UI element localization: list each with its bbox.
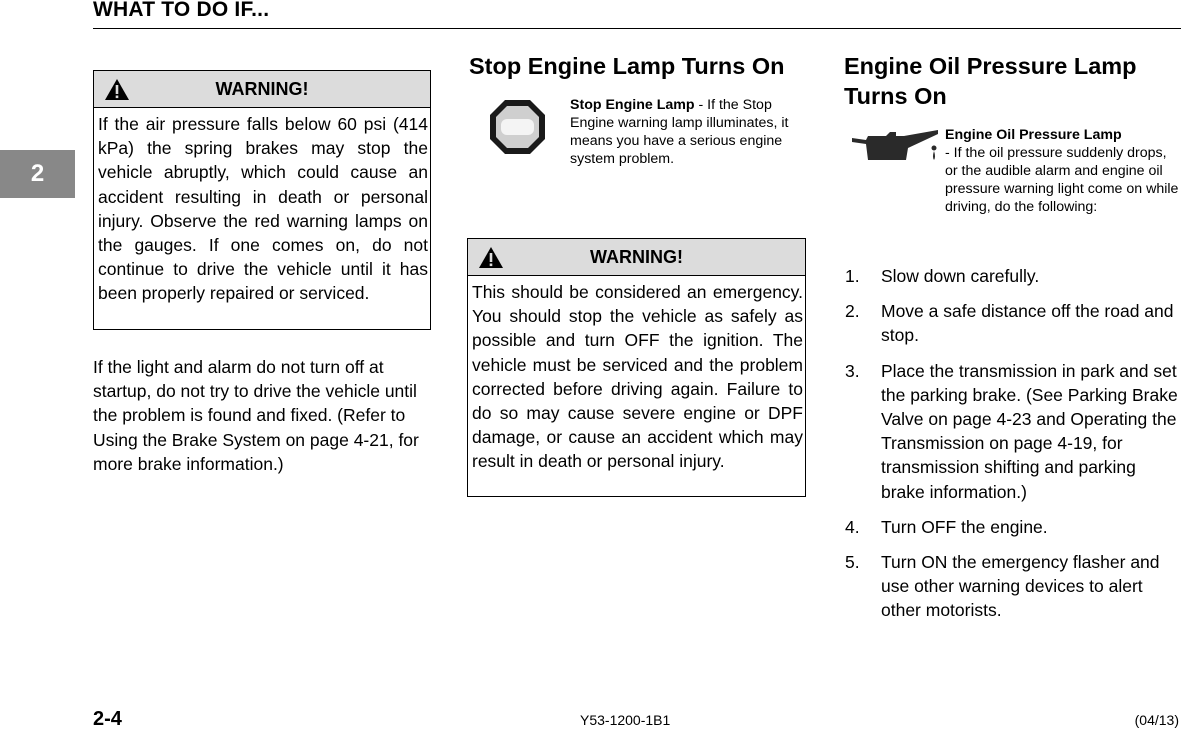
revision-date: (04/13) <box>1134 712 1179 728</box>
list-item <box>845 264 1181 288</box>
warning-heading: WARNING! <box>590 246 683 267</box>
chapter-tab: 2 <box>0 150 75 198</box>
step-number: 3. <box>845 360 860 381</box>
step-text: Move a safe distance off the road and stop. <box>881 301 1174 346</box>
stop-engine-lamp-icon <box>489 99 546 155</box>
warning-triangle-icon <box>478 246 504 269</box>
list-item <box>845 550 1181 623</box>
startup-paragraph: If the light and alarm do not turn off at startup, do not try to drive the vehicle until the problem is found and fixed. (Refer to Using the Brake System on page 4-21, for more brake information.) <box>93 357 419 474</box>
page-title: WHAT TO DO IF... <box>93 0 270 21</box>
warning-text: This should be considered an emergency. You should stop the vehicle as safely as possible and turn OFF the ignition. The vehicle must be serviced and the problem corrected before driving again. Failure to do so may cause severe engine or DPF damage, or cause an accident which may result in death or personal injury. <box>472 282 803 472</box>
step-text: Turn OFF the engine. <box>881 516 1048 537</box>
stop-engine-section-title: Stop Engine Lamp Turns On <box>469 53 785 79</box>
stop-engine-lamp-name: Stop Engine Lamp <box>570 97 695 113</box>
oil-pressure-lamp-description <box>945 126 1181 216</box>
air-pressure-warning-box <box>93 70 431 330</box>
warning-triangle-icon <box>104 78 130 101</box>
oil-pressure-steps <box>845 264 1181 634</box>
stop-engine-lamp-desc: - If the Stop Engine warning lamp illuminates, it means you have a serious engine system problem. <box>570 97 789 167</box>
warning-heading: WARNING! <box>215 78 309 99</box>
oil-can-icon <box>846 124 942 166</box>
step-text: Slow down carefully. <box>881 266 1040 286</box>
header-rule <box>93 28 1181 29</box>
step-text: Turn ON the emergency flasher and use other warning devices to alert other motorists. <box>881 552 1160 621</box>
oil-pressure-section-title: Engine Oil Pressure Lamp Turns On <box>844 53 1137 109</box>
stop-engine-warning-box <box>467 238 806 497</box>
document-id: Y53-1200-1B1 <box>580 712 671 728</box>
warning-text: If the air pressure falls below 60 psi (414 kPa) the spring brakes may stop the vehicle abruptly, which could cause an accident resulting in death or personal injury. Observe the red warning lamps on the gauges. If one comes on, do not continue to drive the vehicle until it has been properly repaired or serviced. <box>98 114 428 304</box>
oil-pressure-lamp-desc: - If the oil pressure suddenly drops, or the audible alarm and engine oil pressure warning light come on while driving, do the following: <box>945 145 1179 215</box>
step-number: 4. <box>845 516 860 537</box>
step-number: 2. <box>845 301 860 322</box>
oil-pressure-lamp-name: Engine Oil Pressure Lamp <box>945 127 1122 143</box>
step-text: Place the transmission in park and set the parking brake. (See Parking Brake Valve on page 4-23 and Operating the Transmission on page 4-19, for transmission shifting and parking brake information.) <box>881 360 1178 502</box>
list-item <box>845 299 1181 347</box>
step-number: 5. <box>845 552 860 573</box>
page-number: 2-4 <box>93 708 122 730</box>
step-number: 1. <box>845 266 860 286</box>
warning-header <box>468 239 805 276</box>
list-item <box>845 515 1181 539</box>
stop-engine-lamp-description <box>570 96 798 168</box>
warning-header <box>94 71 430 108</box>
list-item <box>845 359 1181 504</box>
